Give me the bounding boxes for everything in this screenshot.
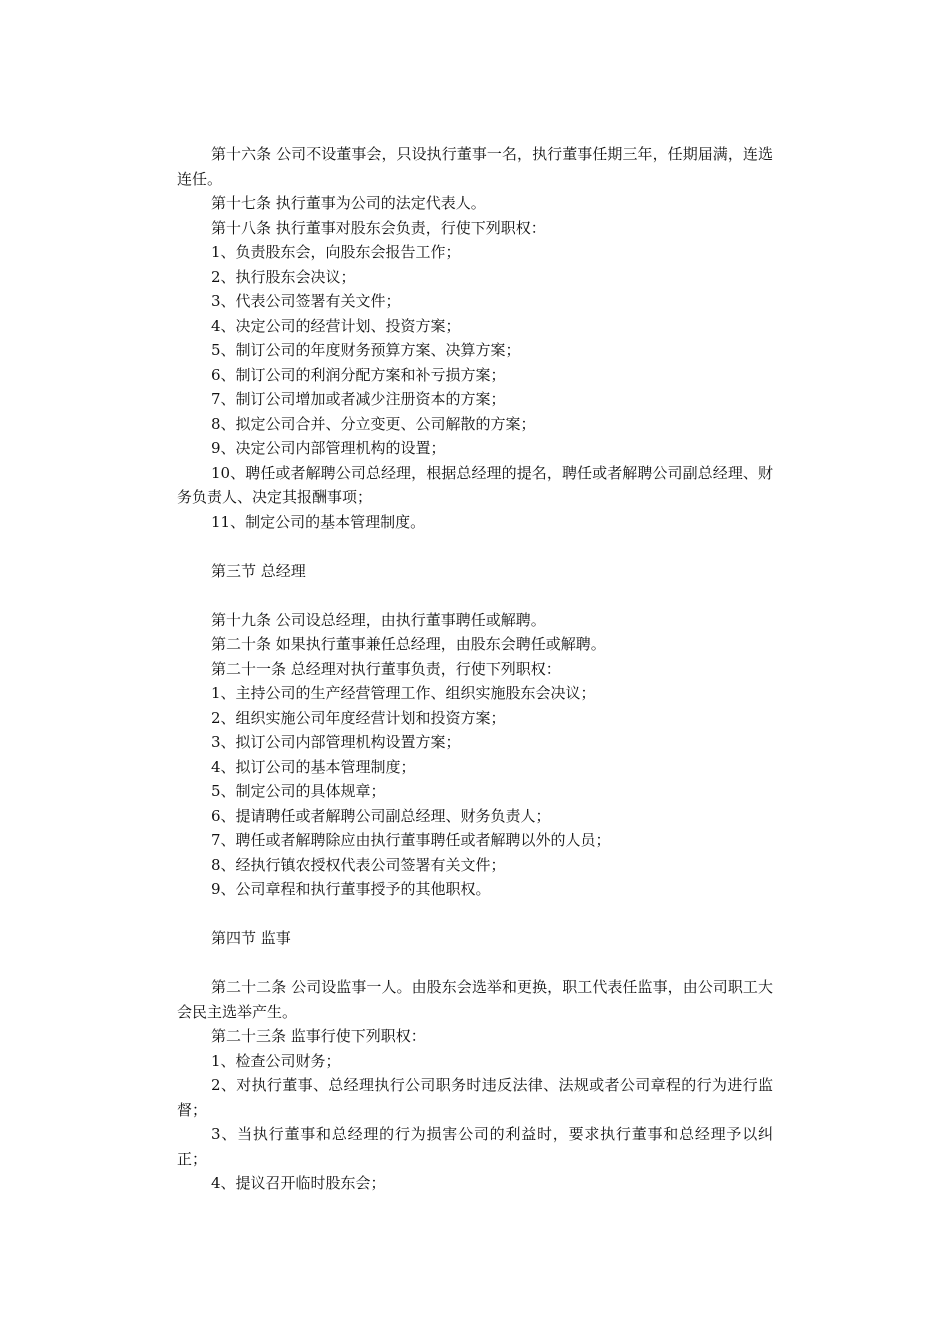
list-item: 3、代表公司签署有关文件； bbox=[211, 292, 401, 310]
section-general-manager bbox=[177, 608, 773, 902]
article-21: 第二十一条 总经理对执行董事负责，行使下列职权： bbox=[211, 659, 561, 678]
article-20: 第二十条 如果执行董事兼任总经理，由股东会聘任或解聘。 bbox=[211, 635, 606, 653]
article-17: 第十七条 执行董事为公司的法定代表人。 bbox=[211, 194, 486, 212]
list-item: 1、检查公司财务； bbox=[211, 1051, 341, 1070]
list-item: 7、聘任或者解聘除应由执行董事聘任或者解聘以外的人员； bbox=[211, 831, 611, 849]
list-item: 4、拟订公司的基本管理制度； bbox=[211, 757, 416, 776]
article-16: 第十六条 公司不设董事会，只设执行董事一名，执行董事任期三年，任期届满，连选连任。 bbox=[177, 145, 773, 188]
article-22: 第二十二条 公司设监事一人。由股东会选举和更换，职工代表任监事，由公司职工大会民主选举产生。 bbox=[177, 978, 773, 1021]
list-item: 4、决定公司的经营计划、投资方案； bbox=[211, 316, 461, 335]
list-item: 4、提议召开临时股东会； bbox=[211, 1174, 386, 1192]
list-item: 6、制订公司的利润分配方案和补亏损方案； bbox=[211, 365, 506, 384]
article-23: 第二十三条 监事行使下列职权： bbox=[211, 1027, 426, 1045]
list-item: 2、执行股东会决议； bbox=[211, 267, 356, 286]
list-item: 7、制订公司增加或者减少注册资本的方案； bbox=[211, 390, 506, 408]
list-item: 2、组织实施公司年度经营计划和投资方案； bbox=[211, 708, 506, 727]
section-supervisor bbox=[177, 975, 773, 1196]
article-18: 第十八条 执行董事对股东会负责，行使下列职权： bbox=[211, 218, 546, 237]
section-executive-director bbox=[177, 142, 773, 534]
list-item: 8、拟定公司合并、分立变更、公司解散的方案； bbox=[211, 414, 536, 433]
list-item: 5、制订公司的年度财务预算方案、决算方案； bbox=[211, 341, 521, 359]
section-heading-supervisor: 第四节 监事 bbox=[211, 929, 291, 947]
list-item: 3、当执行董事和总经理的行为损害公司的利益时，要求执行董事和总经理予以纠正； bbox=[177, 1125, 773, 1168]
list-item: 3、拟订公司内部管理机构设置方案； bbox=[211, 733, 461, 751]
document-body bbox=[177, 142, 773, 1196]
list-item: 11、制定公司的基本管理制度。 bbox=[211, 512, 426, 531]
list-item: 8、经执行镇农授权代表公司签署有关文件； bbox=[211, 855, 506, 874]
section-heading-general-manager: 第三节 总经理 bbox=[211, 561, 306, 580]
list-item: 1、主持公司的生产经营管理工作、组织实施股东会决议； bbox=[211, 684, 596, 702]
list-item: 1、负责股东会，向股东会报告工作； bbox=[211, 243, 461, 261]
list-item: 9、公司章程和执行董事授予的其他职权。 bbox=[211, 880, 491, 898]
article-19: 第十九条 公司设总经理，由执行董事聘任或解聘。 bbox=[211, 610, 546, 629]
list-item: 5、制定公司的具体规章； bbox=[211, 782, 386, 800]
list-item: 9、决定公司内部管理机构的设置； bbox=[211, 439, 446, 457]
list-item: 2、对执行董事、总经理执行公司职务时违反法律、法规或者公司章程的行为进行监督； bbox=[177, 1076, 773, 1119]
list-item: 10、聘任或者解聘公司总经理，根据总经理的提名，聘任或者解聘公司副总经理、财务负责人、决定其报酬事项； bbox=[177, 463, 773, 506]
list-item: 6、提请聘任或者解聘公司副总经理、财务负责人； bbox=[211, 806, 551, 825]
